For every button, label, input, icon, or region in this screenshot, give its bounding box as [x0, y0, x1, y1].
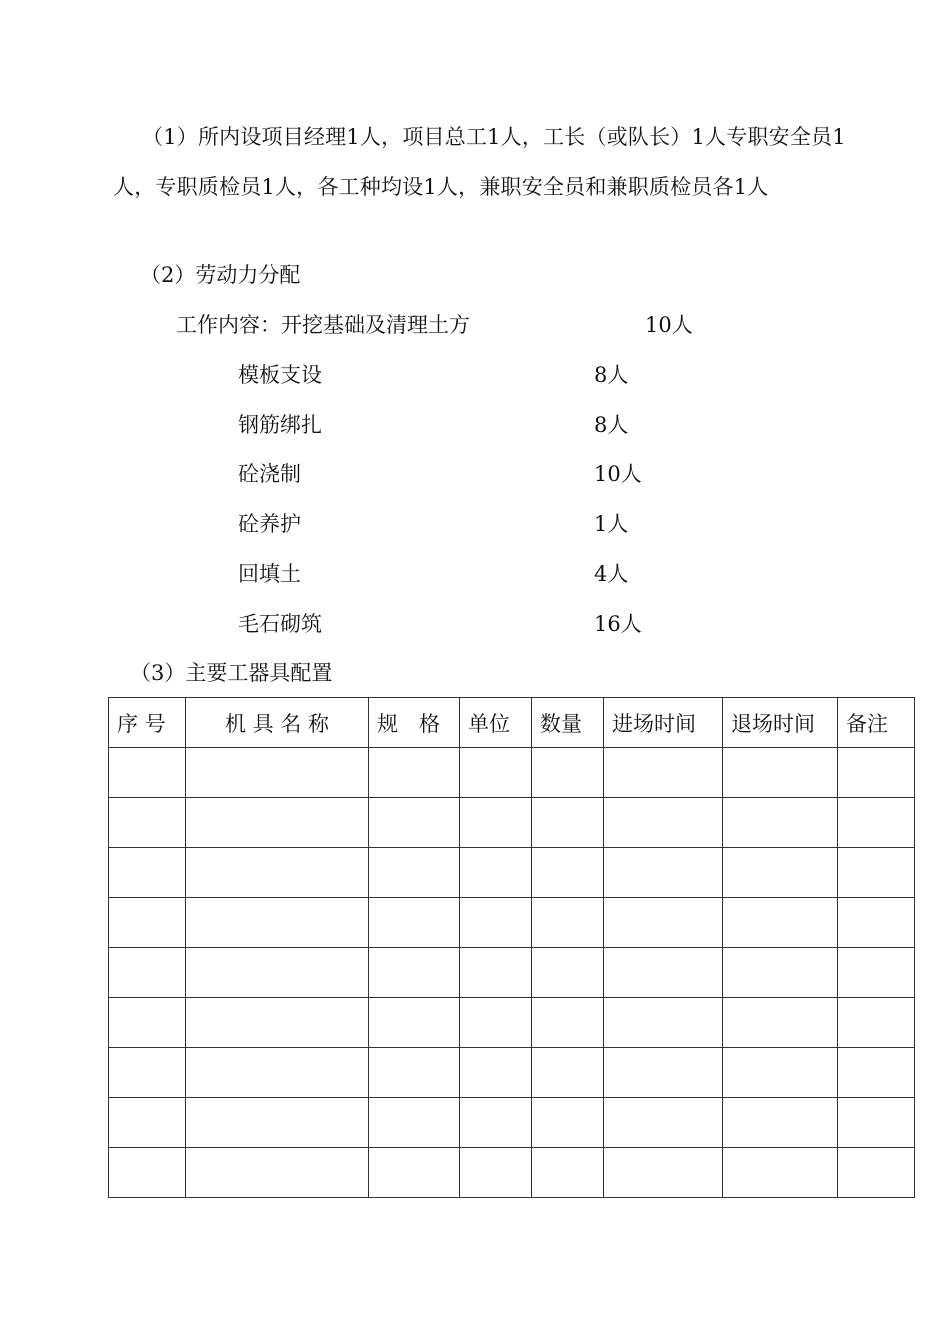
table-cell: [186, 998, 369, 1048]
table-cell: [838, 1098, 915, 1148]
table-cell: [532, 998, 604, 1048]
table-row: [109, 848, 915, 898]
table-row: [109, 1098, 915, 1148]
table-row: [109, 1048, 915, 1098]
table-cell: [109, 998, 186, 1048]
table-cell: [532, 948, 604, 998]
table-cell: [723, 848, 838, 898]
work-item-name: 砼浇制: [238, 462, 301, 486]
table-cell: [186, 748, 369, 798]
table-cell: [838, 748, 915, 798]
tools-table: [108, 697, 915, 1198]
table-cell: [369, 998, 460, 1048]
table-cell: [186, 1098, 369, 1148]
work-item-count: 16人: [594, 612, 642, 636]
work-item-count: 1人: [594, 512, 629, 536]
work-item-name: 回填土: [238, 562, 301, 586]
table-cell: [532, 748, 604, 798]
table-cell: [460, 898, 532, 948]
table-cell: [723, 748, 838, 798]
table-cell: [838, 848, 915, 898]
work-item-count: 8人: [594, 413, 629, 437]
table-cell: [604, 1148, 723, 1198]
table-cell: [723, 798, 838, 848]
table-cell: [532, 798, 604, 848]
table-cell: [723, 948, 838, 998]
table-cell: [369, 1098, 460, 1148]
table-cell: [838, 948, 915, 998]
table-row: [109, 798, 915, 848]
table-cell: [723, 998, 838, 1048]
table-cell: [109, 1048, 186, 1098]
table-cell: [723, 898, 838, 948]
work-item-name: 砼养护: [238, 512, 301, 536]
work-item-count: 10人: [594, 462, 642, 486]
table-cell: [532, 898, 604, 948]
table-cell: [109, 798, 186, 848]
col-header-index: 序 号: [109, 698, 186, 748]
table-cell: [838, 998, 915, 1048]
table-cell: [369, 798, 460, 848]
col-header-unit: 单位: [460, 698, 532, 748]
table-cell: [604, 1048, 723, 1098]
table-cell: [460, 798, 532, 848]
work-item-label-first: 工作内容：开挖基础及清理土方: [176, 313, 470, 337]
table-header-row: [109, 698, 915, 748]
table-cell: [604, 748, 723, 798]
col-header-quantity: 数量: [532, 698, 604, 748]
table-cell: [723, 1098, 838, 1148]
col-header-remarks: 备注: [838, 698, 915, 748]
table-cell: [460, 1098, 532, 1148]
table-cell: [532, 848, 604, 898]
col-header-exit-time: 退场时间: [723, 698, 838, 748]
table-row: [109, 898, 915, 948]
table-cell: [723, 1048, 838, 1098]
table-cell: [532, 1098, 604, 1148]
table-cell: [369, 948, 460, 998]
table-cell: [838, 1048, 915, 1098]
table-cell: [460, 998, 532, 1048]
table-cell: [532, 1048, 604, 1098]
table-cell: [109, 748, 186, 798]
table-cell: [838, 898, 915, 948]
table-cell: [186, 1148, 369, 1198]
heading-labor-allocation: （2）劳动力分配: [140, 263, 301, 287]
table-cell: [369, 848, 460, 898]
work-item-count-first: 10人: [645, 313, 693, 337]
table-cell: [109, 898, 186, 948]
paragraph-staffing: （1）所内设项目经理1人，项目总工1人，工长（或队长）1人专职安全员1人，专职质检员1人，各工种均设1人，兼职安全员和兼职质检员各1人: [113, 125, 846, 199]
table-cell: [723, 1148, 838, 1198]
table-row: [109, 948, 915, 998]
table-cell: [460, 948, 532, 998]
heading-tool-config: （3）主要工器具配置: [130, 661, 333, 685]
table-cell: [369, 748, 460, 798]
col-header-entry-time: 进场时间: [604, 698, 723, 748]
table-cell: [186, 948, 369, 998]
table-cell: [604, 1098, 723, 1148]
table-cell: [838, 1148, 915, 1198]
col-header-spec: 规 格: [369, 698, 460, 748]
table-cell: [604, 798, 723, 848]
table-cell: [109, 848, 186, 898]
table-cell: [460, 848, 532, 898]
table-cell: [109, 1098, 186, 1148]
col-header-tool-name: 机 具 名 称: [186, 698, 369, 748]
table-cell: [604, 898, 723, 948]
table-cell: [109, 1148, 186, 1198]
table-cell: [604, 998, 723, 1048]
work-item-name: 钢筋绑扎: [238, 413, 322, 437]
table-cell: [186, 798, 369, 848]
table-cell: [186, 848, 369, 898]
table-cell: [369, 1148, 460, 1198]
table-cell: [460, 1148, 532, 1198]
table-cell: [460, 748, 532, 798]
work-item-name: 毛石砌筑: [238, 612, 322, 636]
table-row: [109, 748, 915, 798]
table-cell: [369, 898, 460, 948]
table-row: [109, 998, 915, 1048]
work-item-count: 8人: [594, 363, 629, 387]
table-cell: [186, 1048, 369, 1098]
table-cell: [369, 1048, 460, 1098]
table-cell: [532, 1148, 604, 1198]
table-cell: [604, 948, 723, 998]
table-cell: [109, 948, 186, 998]
table-cell: [460, 1048, 532, 1098]
table-cell: [838, 798, 915, 848]
table-cell: [186, 898, 369, 948]
table-row: [109, 1148, 915, 1198]
work-item-name: 模板支设: [238, 363, 322, 387]
table-cell: [604, 848, 723, 898]
work-item-count: 4人: [594, 562, 629, 586]
